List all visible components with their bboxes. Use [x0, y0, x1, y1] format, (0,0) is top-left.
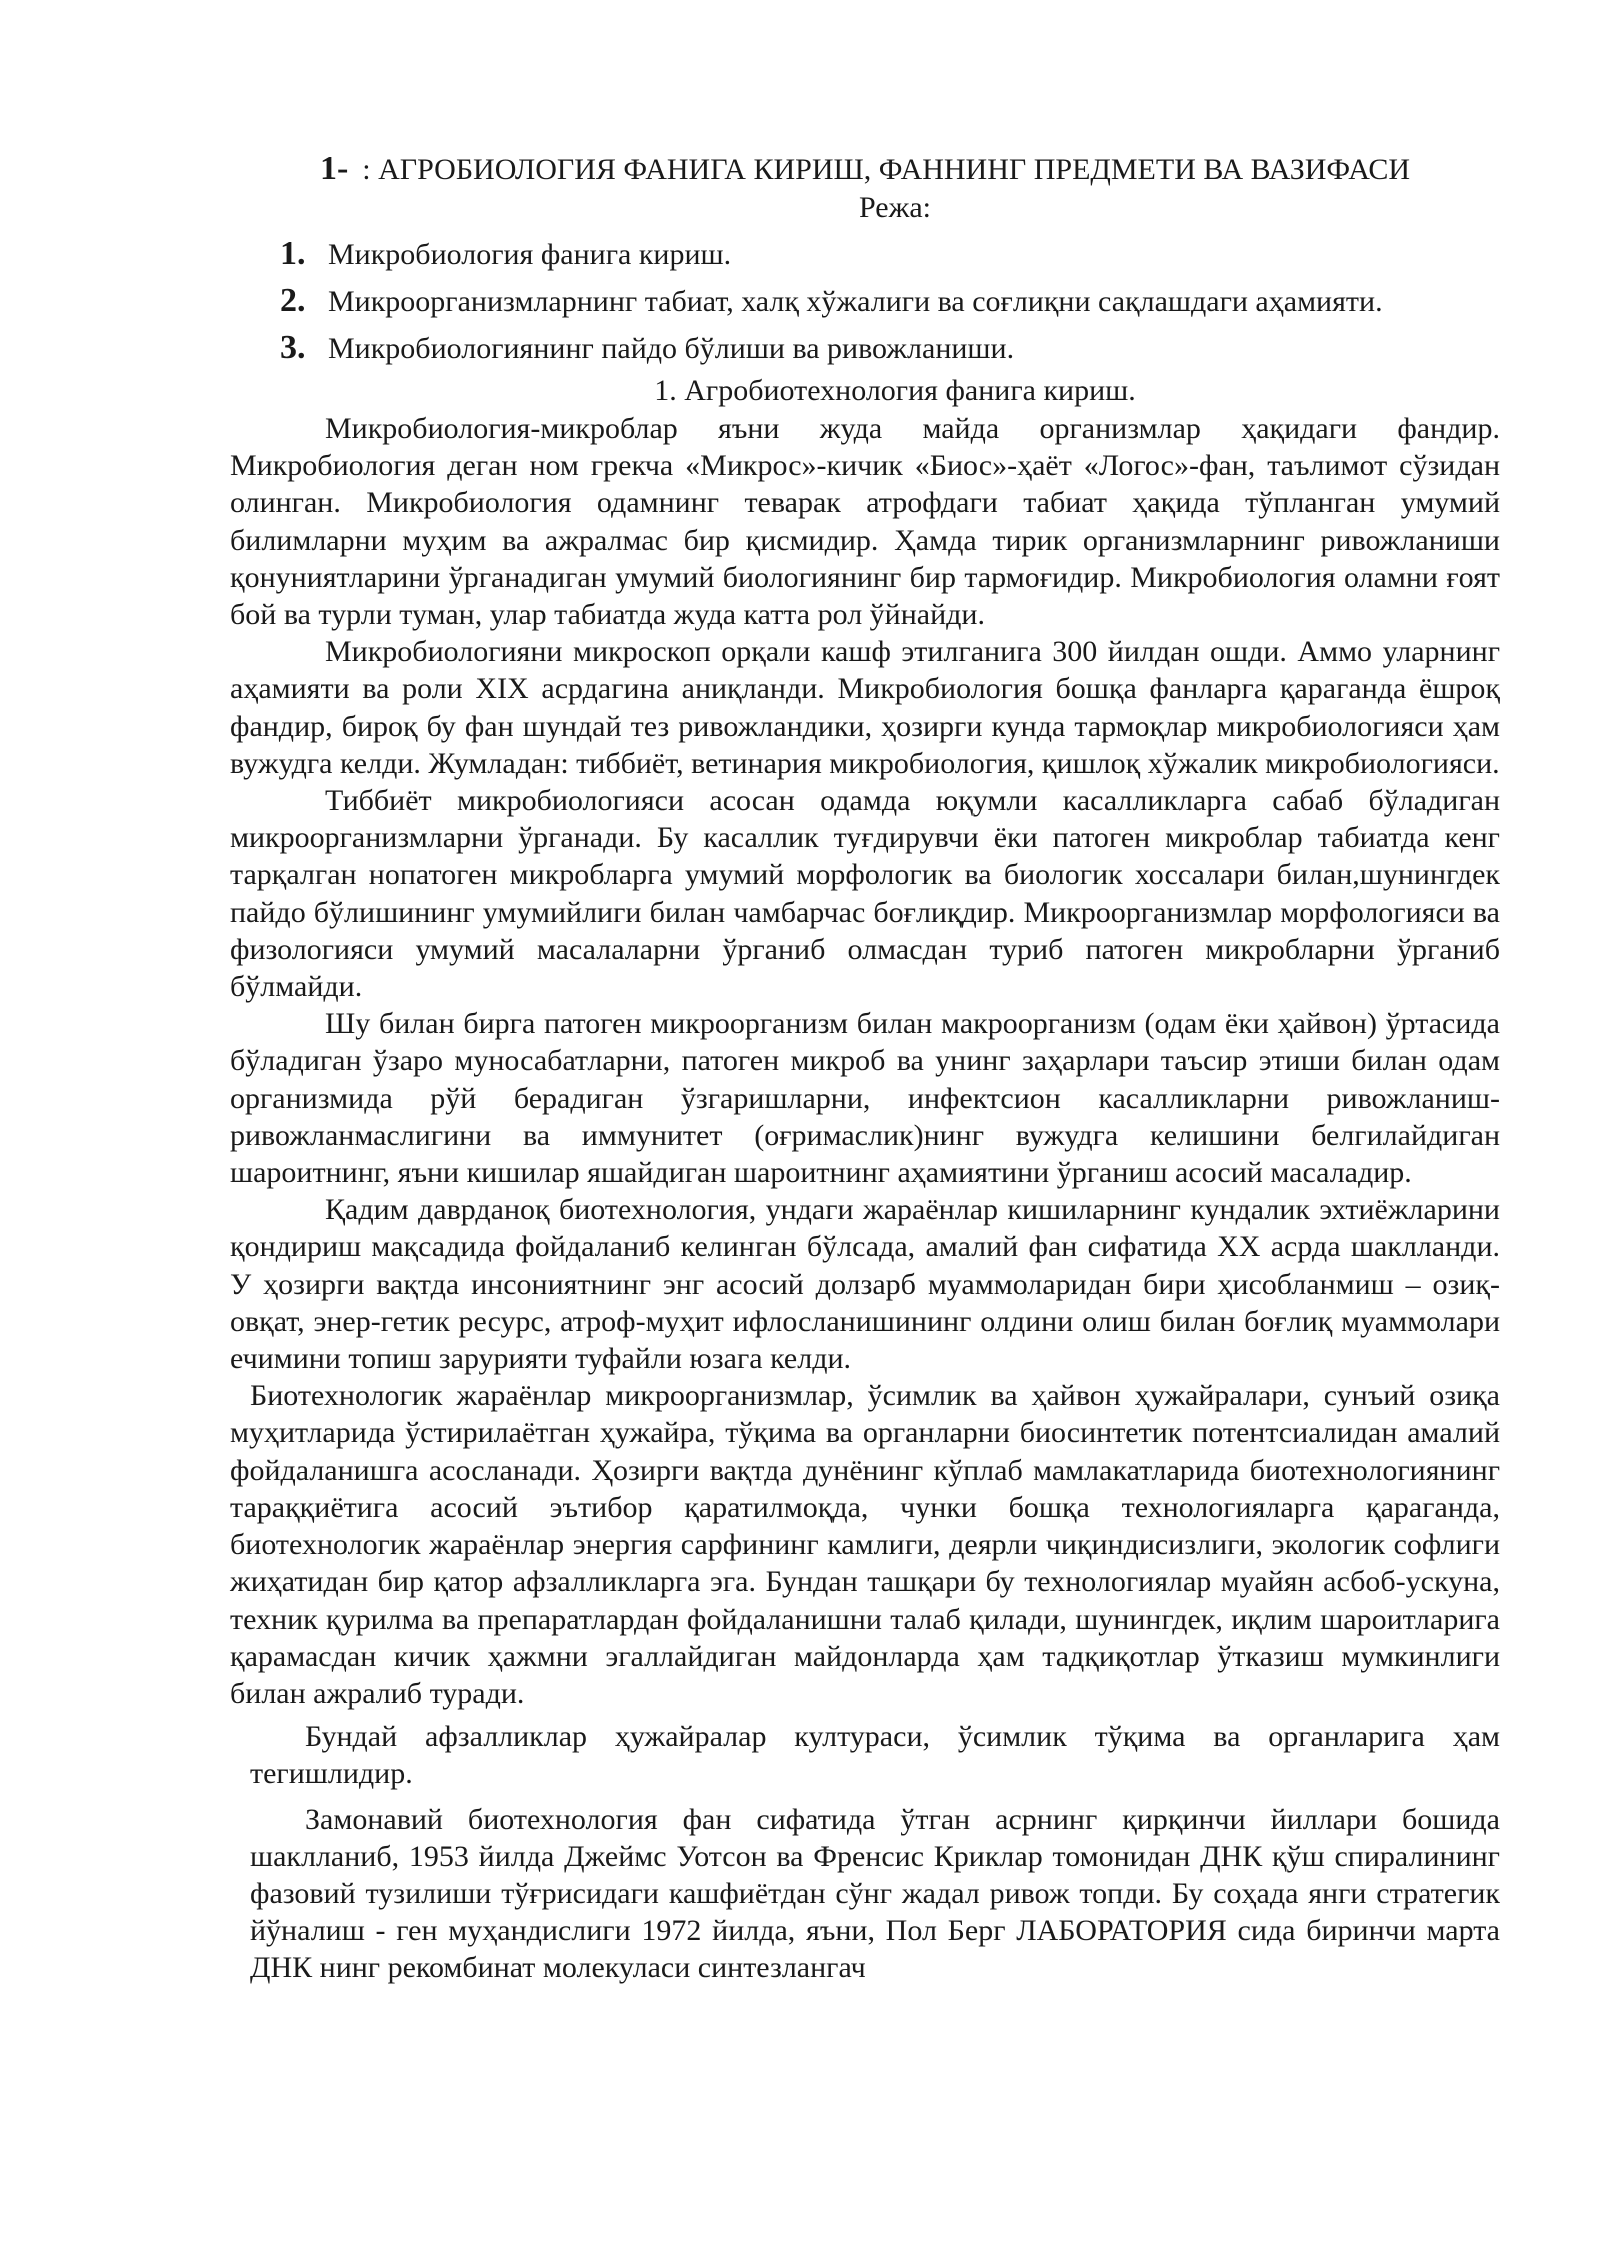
- paragraph: Биотехнологик жараёнлар микроорганизмлар, ўсимлик ва ҳайвон ҳужайралари, сунъий озиқа муҳитларида ўстирилаётган ҳужайра, тўқима ва органларни биосинтетик потентсиалидан амалий фойдаланишга асосланади. Ҳозирги вақтда дунёнинг кўплаб мамлакатларида биотехнологиянинг тараққиётига асосий эътибор қаратилмоқда, чунки бошқа технологияларга қараганда, биотехнологик жараёнлар энергия сарфининг камлиги, деярли чиқиндисизлиги, экологик софлиги жиҳатидан бир қатор афзалликларга эга. Бундан ташқари бу технологиялар муайян асбоб-ускуна, техник қурилма ва препаратлардан фойдаланишни талаб қилади, шунингдек, иқлим шароитларига қарамасдан кичик ҳажмни эгаллайдиган майдонларда ҳам тадқиқотлар ўтказиш мумкинлиги билан ажралиб туради.: [230, 1379, 1500, 1710]
- page-title: [230, 150, 1500, 189]
- paragraph: Бундай афзалликлар ҳужайралар култураси, ўсимлик тўқима ва органларига ҳам тегишлидир.: [250, 1720, 1500, 1791]
- paragraph: Қадим даврданоқ биотехнология, ундаги жараёнлар кишиларнинг кундалик эхтиёжларини қондириш мақсадида фойдаланиб келинган бўлсада, амалий фан сифатида ХХ асрда шаклланди. У ҳозирги вақтда инсониятнинг энг асосий долзарб муаммоларидан бири ҳисобланмиш – озиқ-овқат, энер-гетик ресурс, атроф-муҳит ифлосланишининг олдини олиш билан боғлиқ муаммолари ечимини топиш зарурияти туфайли юзага келди.: [230, 1193, 1500, 1376]
- document-page: [230, 150, 1500, 1995]
- plan-item: [280, 325, 1500, 372]
- plan-item-number: 3.: [280, 329, 306, 366]
- paragraph: Микробиология-микроблар яъни жуда майда организмлар ҳақидаги фандир. Микробиология деган ном грекча «Микрос»-кичик «Биос»-ҳаёт «Логос»-фан, таълимот сўзидан олинган. Микробиология одамнинг теварак атрофдаги табиат ҳақида тўпланган умумий билимларни муҳим ва ажралмас бир қисмидир. Ҳамда тирик организмларнинг ривожланиши қонуниятларини ўрганадиган умумий биологиянинг бир тармоғидир. Микробиология оламни ғоят бой ва турли туман, улар табиатда жуда катта рол ўйнайди.: [230, 412, 1500, 632]
- plan-item-text: Микроорганизмларнинг табиат, халқ хўжалиги ва соғлиқни сақлашдаги аҳамияти.: [328, 285, 1383, 318]
- body-text-indented: [250, 1718, 1500, 1986]
- section-heading: 1. Агробиотехнология фанига кириш.: [654, 374, 1136, 407]
- title-text: : АГРОБИОЛОГИЯ ФАНИГА КИРИШ, ФАННИНГ ПРЕДМЕТИ ВА ВАЗИФАСИ: [362, 153, 1411, 186]
- plan-item-text: Микробиология фанига кириш.: [328, 238, 732, 271]
- plan-item: [280, 231, 1500, 278]
- title-number: 1-: [319, 150, 349, 187]
- body-text: [230, 410, 1500, 1712]
- plan-item-number: 2.: [280, 282, 306, 319]
- paragraph: Микробиологияни микроскоп орқали кашф этилганига 300 йилдан ошди. Аммо уларнинг аҳамияти ва роли XIX асрдагина аниқланди. Микробиология бошқа фанларга қараганда ёшроқ фандир, бироқ бу фан шундай тез ривожландики, ҳозирги кунда тармоқлар микробиологияси ҳам вужудга келди. Жумладан: тиббиёт, ветинария микробиология, қишлоқ хўжалик микробиологияси.: [230, 635, 1500, 780]
- plan-item-text: Микробиологиянинг пайдо бўлиши ва ривожланиши.: [328, 332, 1015, 365]
- plan-list: [280, 231, 1500, 372]
- plan-heading: Режа:: [859, 191, 931, 224]
- plan-item-number: 1.: [280, 235, 306, 272]
- paragraph: Замонавий биотехнология фан сифатида ўтган асрнинг қирқинчи йиллари бошида шаклланиб, 1953 йилда Джеймс Уотсон ва Френсис Криклар томонидан ДНК қўш спиралининг фазовий тузилиши тўғрисидаги кашфиётдан сўнг жадал ривож топди. Бу соҳада янги стратегик йўналиш - ген муҳандислиги 1972 йилда, яъни, Пол Берг ЛАБОРАТОРИЯ сида биринчи марта ДНК нинг рекомбинат молекуласи синтезлангач: [250, 1802, 1500, 1985]
- plan-item: [280, 278, 1500, 325]
- paragraph: Шу билан бирга патоген микроорганизм билан макроорганизм (одам ёки ҳайвон) ўртасида бўладиган ўзаро муносабатларни, патоген микроб ва унинг заҳарлари таъсир этиши билан одам организмида рўй берадиган ўзгаришларни, инфектсион касалликларни ривожланиш-ривожланмаслигини ва иммунитет (оғримаслик)нинг вужудга келишини белгилайдиган шароитнинг, яъни кишилар яшайдиган шароитнинг аҳамиятини ўрганиш асосий масаладир.: [230, 1007, 1500, 1190]
- paragraph: Тиббиёт микробиологияси асосан одамда юқумли касалликларга сабаб бўладиган микроорганизмларни ўрганади. Бу касаллик туғдирувчи ёки патоген микроблар табиатда кенг тарқалган нопатоген микробларга умумий морфологик ва биологик хоссалари билан,шунингдек пайдо бўлишининг умумийлиги билан чамбарчас боғлиқдир. Микроорганизмлар морфологияси ва физологияси умумий масалаларни ўрганиб олмасдан туриб патоген микробларни ўрганиб бўлмайди.: [230, 784, 1500, 1004]
